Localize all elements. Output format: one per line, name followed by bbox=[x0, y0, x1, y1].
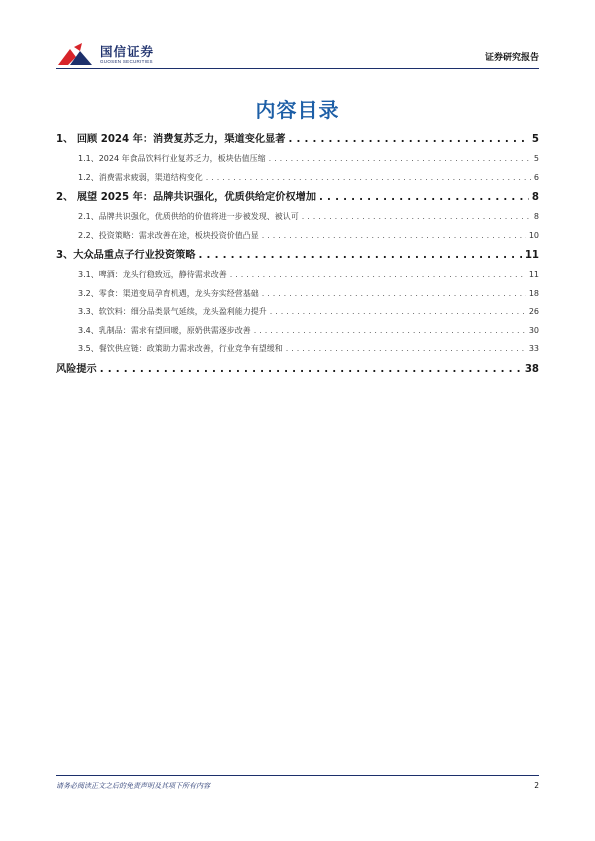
toc-entry-chapter[interactable] bbox=[56, 359, 539, 380]
toc-entry-page: 11 bbox=[524, 250, 539, 261]
toc-entry-label: 3.4、乳制品：需求有望回暖，原奶供需逐步改善 bbox=[78, 325, 251, 335]
toc-entry-label: 3.2、零食：渠道变局孕育机遇，龙头夯实经营基础 bbox=[78, 288, 259, 298]
toc-entry-label: 3、大众品重点子行业投资策略 bbox=[56, 250, 196, 261]
toc-entry-page: 11 bbox=[528, 270, 539, 279]
toc-dot-leader bbox=[199, 245, 522, 266]
toc-title: 内容目录 bbox=[255, 98, 340, 122]
toc-entry-section[interactable] bbox=[56, 303, 539, 322]
report-type-label: 证券研究报告 bbox=[484, 53, 539, 63]
toc-dot-leader bbox=[206, 169, 531, 188]
toc-entry-page: 33 bbox=[528, 344, 539, 353]
toc-dot-leader bbox=[302, 208, 531, 227]
toc-dot-leader bbox=[254, 322, 526, 341]
toc-entry-page: 8 bbox=[533, 212, 539, 221]
toc-dot-leader bbox=[269, 150, 531, 169]
toc-entry-page: 18 bbox=[528, 288, 539, 298]
toc-entry-section[interactable] bbox=[56, 340, 539, 359]
toc-entry-label: 风险提示 bbox=[56, 363, 97, 375]
toc-entry-chapter[interactable] bbox=[56, 187, 539, 208]
toc-entry-section[interactable] bbox=[56, 266, 539, 285]
toc-dot-leader bbox=[100, 359, 522, 380]
toc-entry-label: 2、 展望 2025 年：品牌共识强化，优质供给定价权增加 bbox=[56, 192, 317, 203]
footer-disclaimer: 请务必阅读正文之后的免责声明及其项下所有内容 bbox=[56, 782, 210, 790]
header-divider bbox=[56, 68, 539, 69]
guosen-logo-icon bbox=[56, 43, 96, 67]
page-number: 2 bbox=[534, 781, 539, 790]
logo-chinese-name: 国信证券 bbox=[100, 44, 155, 59]
guosen-logo bbox=[56, 42, 154, 68]
toc-entry-page: 10 bbox=[528, 230, 539, 240]
toc-dot-leader bbox=[230, 266, 526, 285]
toc-entry-page: 8 bbox=[531, 192, 539, 203]
toc-entry-section[interactable] bbox=[56, 227, 539, 246]
toc-entry-label: 3.5、餐饮供应链：政策助力需求改善，行业竞争有望缓和 bbox=[78, 344, 283, 353]
table-of-contents bbox=[56, 129, 539, 380]
toc-entry-section[interactable] bbox=[56, 169, 539, 188]
toc-entry-page: 38 bbox=[524, 363, 539, 375]
toc-entry-section[interactable] bbox=[56, 322, 539, 341]
toc-entry-section[interactable] bbox=[56, 150, 539, 169]
toc-entry-label: 1.2、消费需求疲弱，渠道结构变化 bbox=[78, 172, 203, 182]
toc-entry-page: 26 bbox=[528, 307, 539, 316]
page-header bbox=[56, 42, 539, 68]
toc-dot-leader bbox=[270, 303, 526, 322]
toc-entry-section[interactable] bbox=[56, 208, 539, 227]
logo-english-name: GUOSEN SECURITIES bbox=[100, 59, 153, 64]
toc-entry-page: 6 bbox=[533, 172, 539, 182]
toc-entry-page: 30 bbox=[528, 325, 539, 335]
toc-entry-page: 5 bbox=[531, 134, 539, 145]
footer-divider bbox=[56, 775, 539, 776]
toc-dot-leader bbox=[286, 340, 526, 359]
toc-entry-chapter[interactable] bbox=[56, 245, 539, 266]
toc-entry-label: 3.3、软饮料：细分品类景气延续，龙头盈利能力提升 bbox=[78, 307, 267, 316]
toc-entry-label: 1.1、2024 年食品饮料行业复苏乏力，板块估值压缩 bbox=[78, 154, 266, 163]
toc-entry-section[interactable] bbox=[56, 285, 539, 304]
toc-entry-label: 3.1、啤酒：龙头行稳致远，静待需求改善 bbox=[78, 270, 227, 279]
toc-entry-label: 1、 回顾 2024 年：消费复苏乏力，渠道变化显著 bbox=[56, 134, 286, 145]
toc-dot-leader bbox=[288, 129, 528, 150]
toc-entry-chapter[interactable] bbox=[56, 129, 539, 150]
toc-dot-leader bbox=[319, 187, 529, 208]
toc-dot-leader bbox=[262, 227, 526, 246]
toc-entry-label: 2.2、投资策略：需求改善在途，板块投资价值凸显 bbox=[78, 230, 259, 240]
toc-entry-page: 5 bbox=[533, 154, 539, 163]
toc-dot-leader bbox=[262, 285, 526, 304]
toc-entry-label: 2.1、品牌共识强化，优质供给的价值将进一步被发现、被认可 bbox=[78, 212, 299, 221]
